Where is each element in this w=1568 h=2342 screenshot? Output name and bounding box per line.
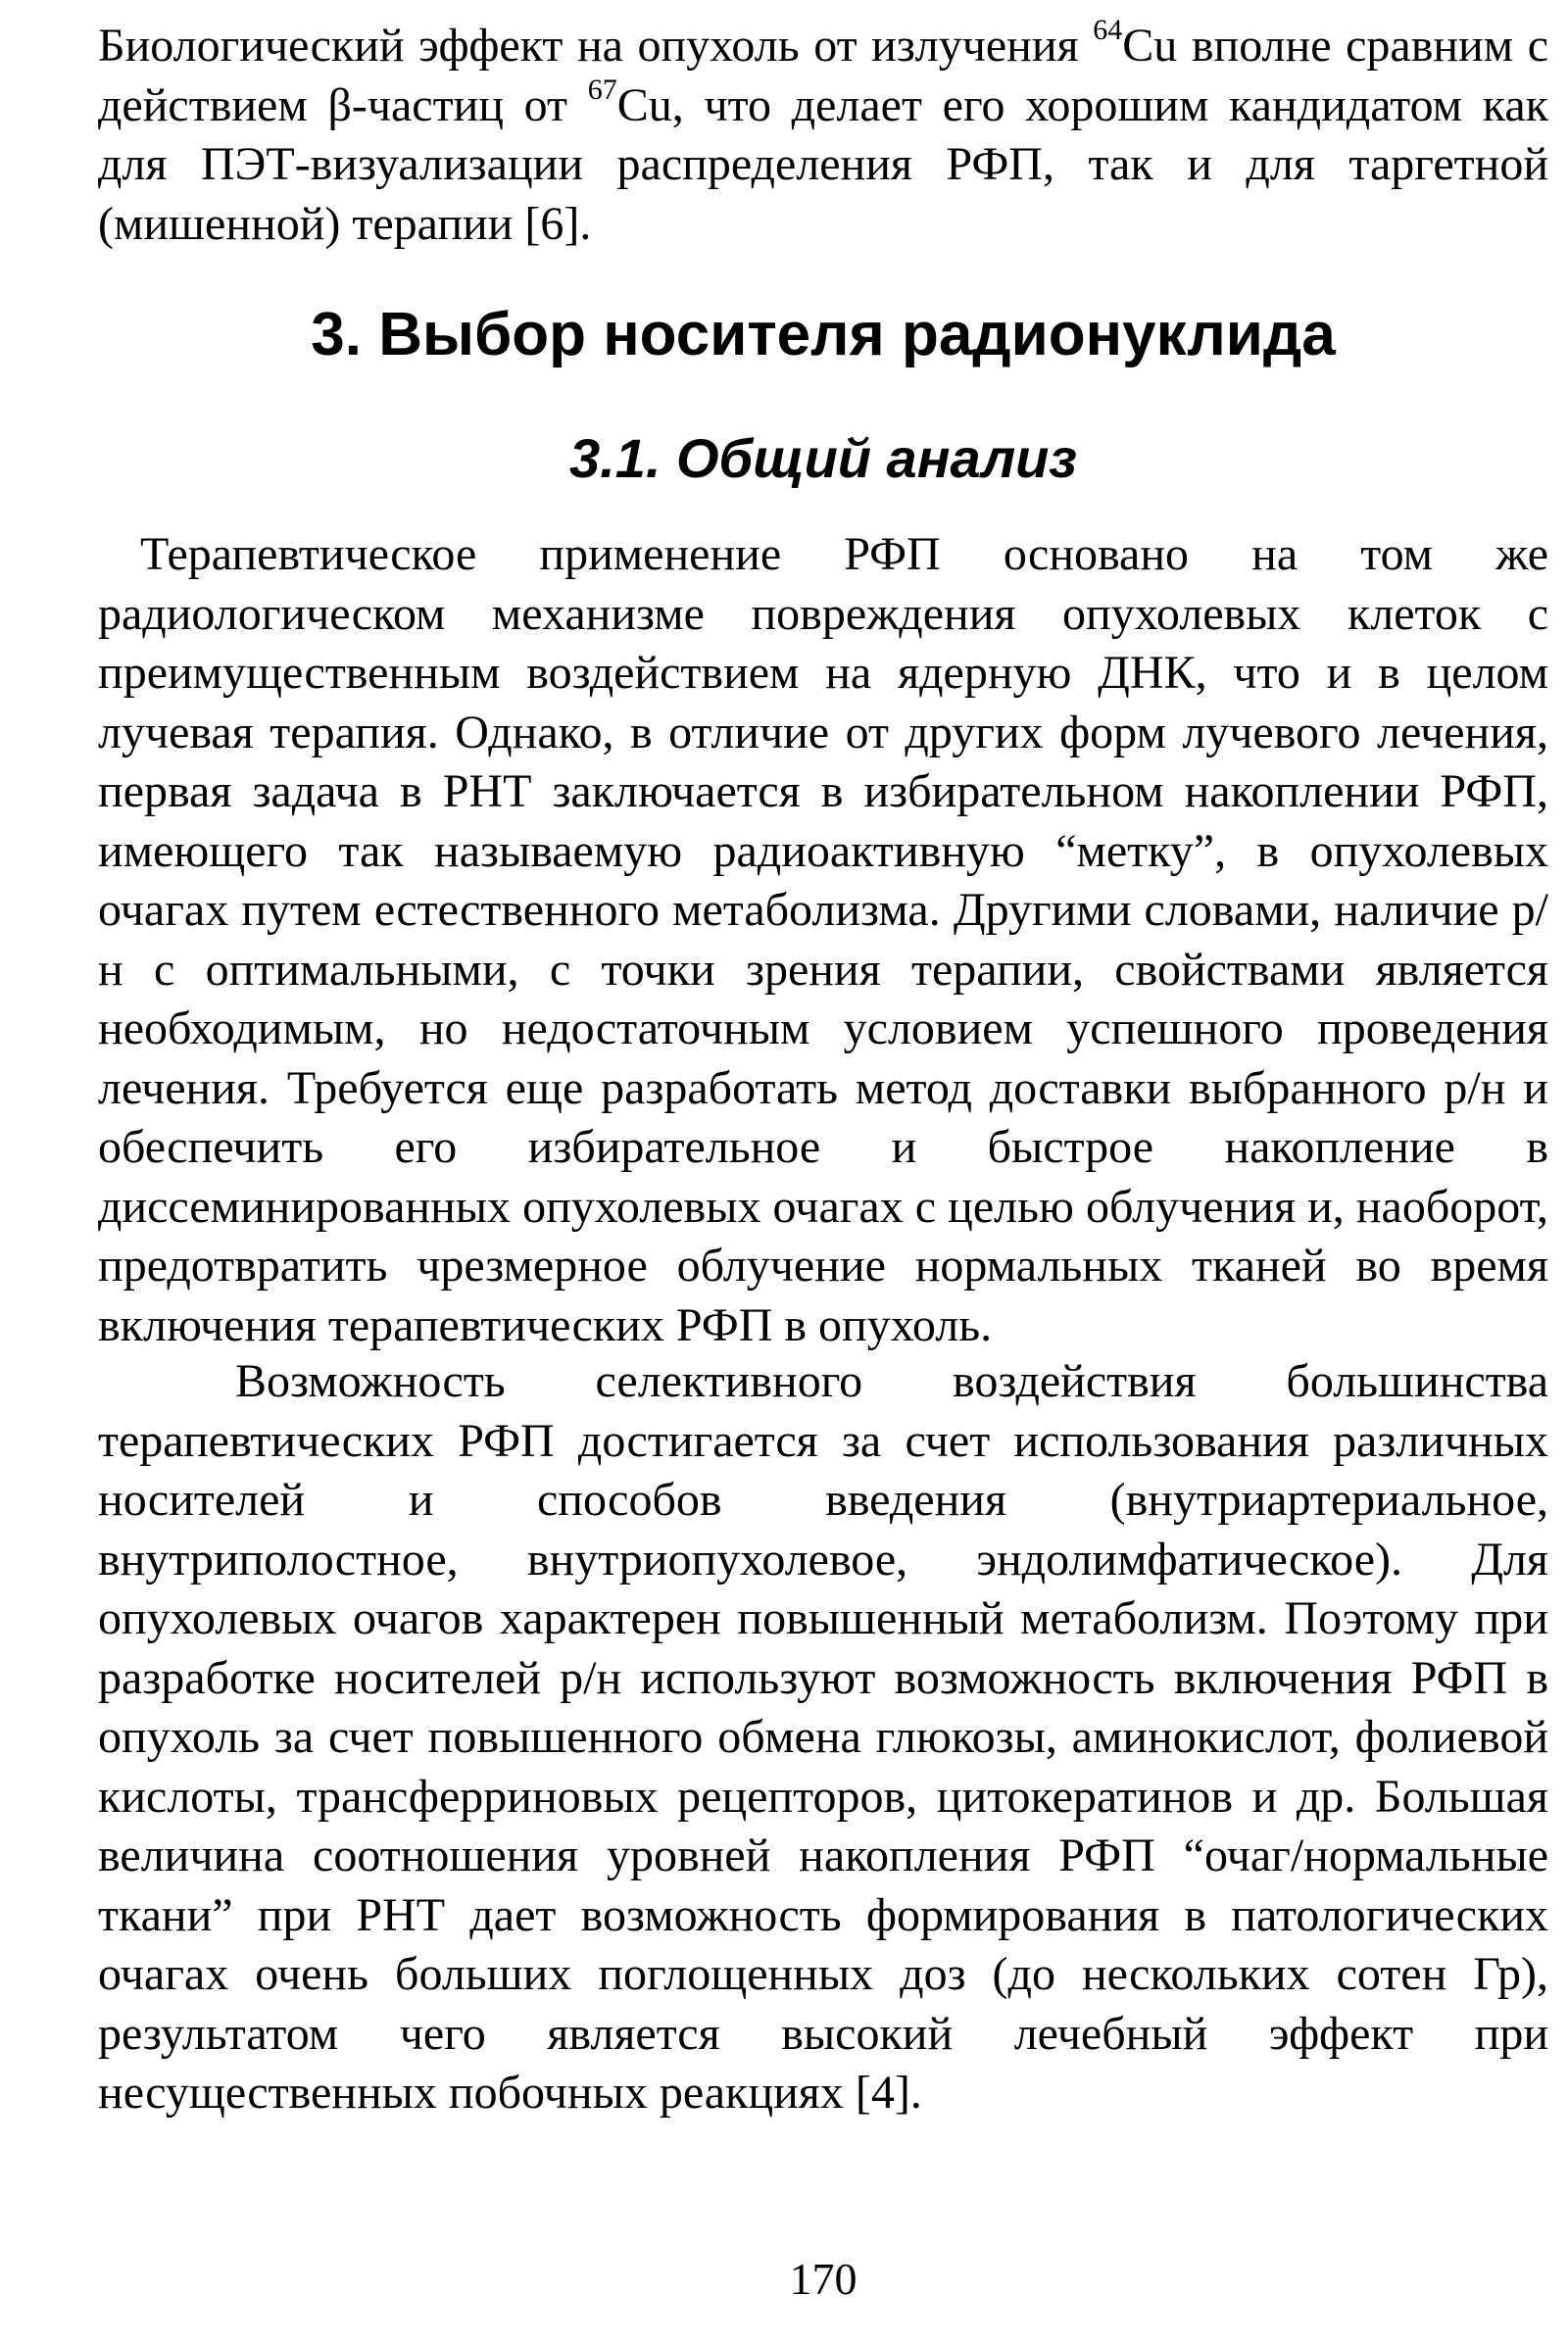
- subsection-heading: 3.1. Общий анализ: [569, 427, 1077, 489]
- body-paragraph-1: Терапевтическое применение РФП основано на том же радиологическом механизме повреждения опухолевых клеток с преимущественным воздействием на ядерную ДНК, что и в целом лучевая терапия. Однако, в отличие от других форм лучевого лечения, первая задача в РНТ заключается в избирательном накоплении РФП, имеющего так называемую радиоактивную “метку”, в опухолевых очагах путем естественного метаболизма. Другими словами, наличие р/н с оптимальными, с точки зрения терапии, свойствами является необходимым, но недостаточным условием успешного проведения лечения. Требуется еще разработать метод доставки выбранного р/н и обеспечить его избирательное и быстрое накопление в диссеминированных опухолевых очагах с целью облучения и, наоборот, предотвратить чрезмерное облучение нормальных тканей во время включения терапевтических РФП в опухоль.: [98, 528, 1548, 1351]
- isotope-mass-64: 64: [1093, 14, 1123, 46]
- intro-text-b: Cu вполне сравним с действием β-частиц от: [98, 20, 1549, 131]
- section-heading: 3. Выбор носителя радионуклида: [311, 301, 1336, 368]
- intro-text-a: Биологический эффект на опухоль от излучения: [98, 20, 1094, 72]
- page-number: 170: [789, 2254, 858, 2304]
- isotope-mass-67: 67: [587, 73, 617, 106]
- intro-text-c: Cu, что делает его хорошим кандидатом как для ПЭТ-визуализации распределения РФП, так и для таргетной (мишенной) терапии [6].: [98, 78, 1548, 250]
- intro-paragraph: [98, 14, 1549, 254]
- body-paragraph-2: Возможность селективного воздействия большинства терапевтических РФП достигается за счет использования различных носителей и способов введения (внутриартериальное, внутриполостное, внутриопухолевое, эндолимфатическое). Для опухолевых очагов характерен повышенный метаболизм. Поэтому при разработке носителей р/н используют возможность включения РФП в опухоль за счет повышенного обмена глюкозы, аминокислот, фолиевой кислоты, трансферриновых рецепторов, цитокератинов и др. Большая величина соотношения уровней накопления РФП “очаг/нормальные ткани” при РНТ дает возможность формирования в патологических очагах очень больших поглощенных доз (до нескольких сотен Гр), результатом чего является высокий лечебный эффект при несущественных побочных реакциях [4].: [98, 1355, 1548, 2119]
